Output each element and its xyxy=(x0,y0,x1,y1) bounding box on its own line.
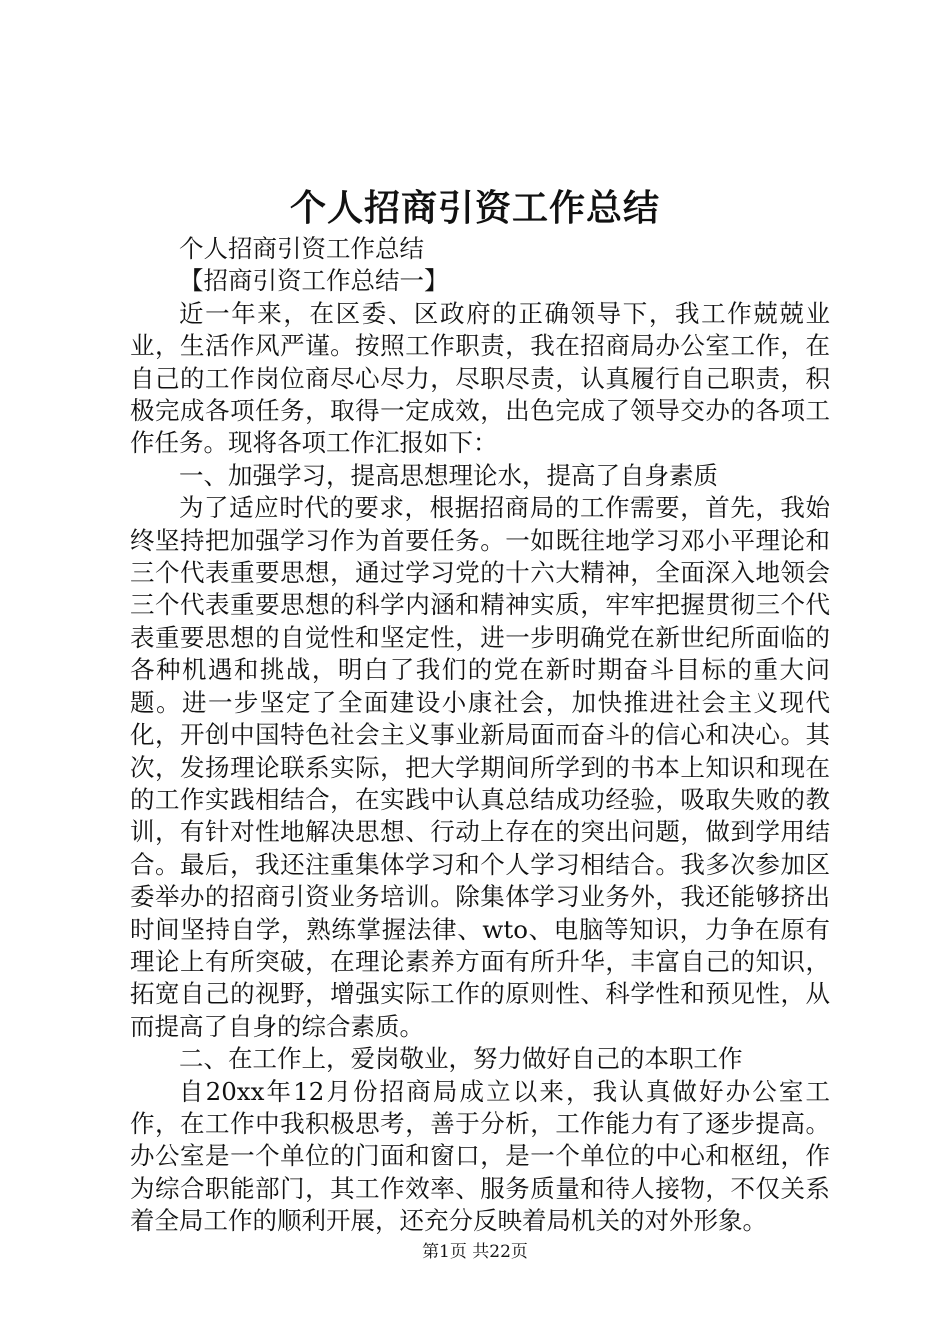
heading-work: 二、在工作上，爱岗敬业，努力做好自己的本职工作 xyxy=(179,1044,743,1074)
paragraph-study: 为了适应时代的要求，根据招商局的工作需要，首先，我始终坚持把加强学习作为首要任务。一如既往地学习邓小平理论和三个代表重要思想，通过学习党的十六大精神，全面深入地领会三个代表重要思想的科学内涵和精神实质，牢牢把握贯彻三个代表重要思想的自觉性和坚定性，进一步明确党在新世纪所面临的各种机遇和挑战，明白了我们的党在新时期奋斗目标的重大问题。进一步坚定了全面建设小康社会，加快推进社会主义现代化，开创中国特色社会主义事业新局面而奋斗的信心和决心。其次，发扬理论联系实际，把大学期间所学到的书本上知识和现在的工作实践相结合，在实践中认真总结成功经验，吸取失败的教训，有针对性地解决思想、行动上存在的突出问题，做到学用结合。最后，我还注重集体学习和个人学习相结合。我多次参加区委举办的招商引资业务培训。除集体学习业务外，我还能够挤出时间坚持自学，熟练掌握法律、wto、电脑等知识，力争在原有理论上有所突破，在理论素养方面有所升华，丰富自己的知识，拓宽自己的视野，增强实际工作的原则性、科学性和预见性，从而提高了自身的综合素质。 xyxy=(130,493,830,1041)
document-body xyxy=(130,233,830,1238)
section-heading: 【招商引资工作总结一】 xyxy=(179,266,449,296)
document-title: 个人招商引资工作总结 xyxy=(289,187,660,229)
paragraph-work: 自20xx年12月份招商局成立以来，我认真做好办公室工作，在工作中我积极思考，善于分析，工作能力有了逐步提高。办公室是一个单位的门面和窗口，是一个单位的中心和枢纽，作为综合职能部门，其工作效率、服务质量和待人接物，不仅关系着全局工作的顺利开展，还充分反映着局机关的对外形象。 xyxy=(130,1076,830,1236)
heading-study: 一、加强学习，提高思想理论水，提高了自身素质 xyxy=(179,460,718,490)
paragraph-intro: 近一年来，在区委、区政府的正确领导下，我工作兢兢业业，生活作风严谨。按照工作职责，我在招商局办公室工作，在自己的工作岗位商尽心尽力，尽职尽责，认真履行自己职责，积极完成各项任务，取得一定成效，出色完成了领导交办的各项工作任务。现将各项工作汇报如下： xyxy=(130,298,830,458)
page-footer: 第1页 共22页 xyxy=(422,1242,528,1262)
subtitle-line: 个人招商引资工作总结 xyxy=(179,234,424,263)
